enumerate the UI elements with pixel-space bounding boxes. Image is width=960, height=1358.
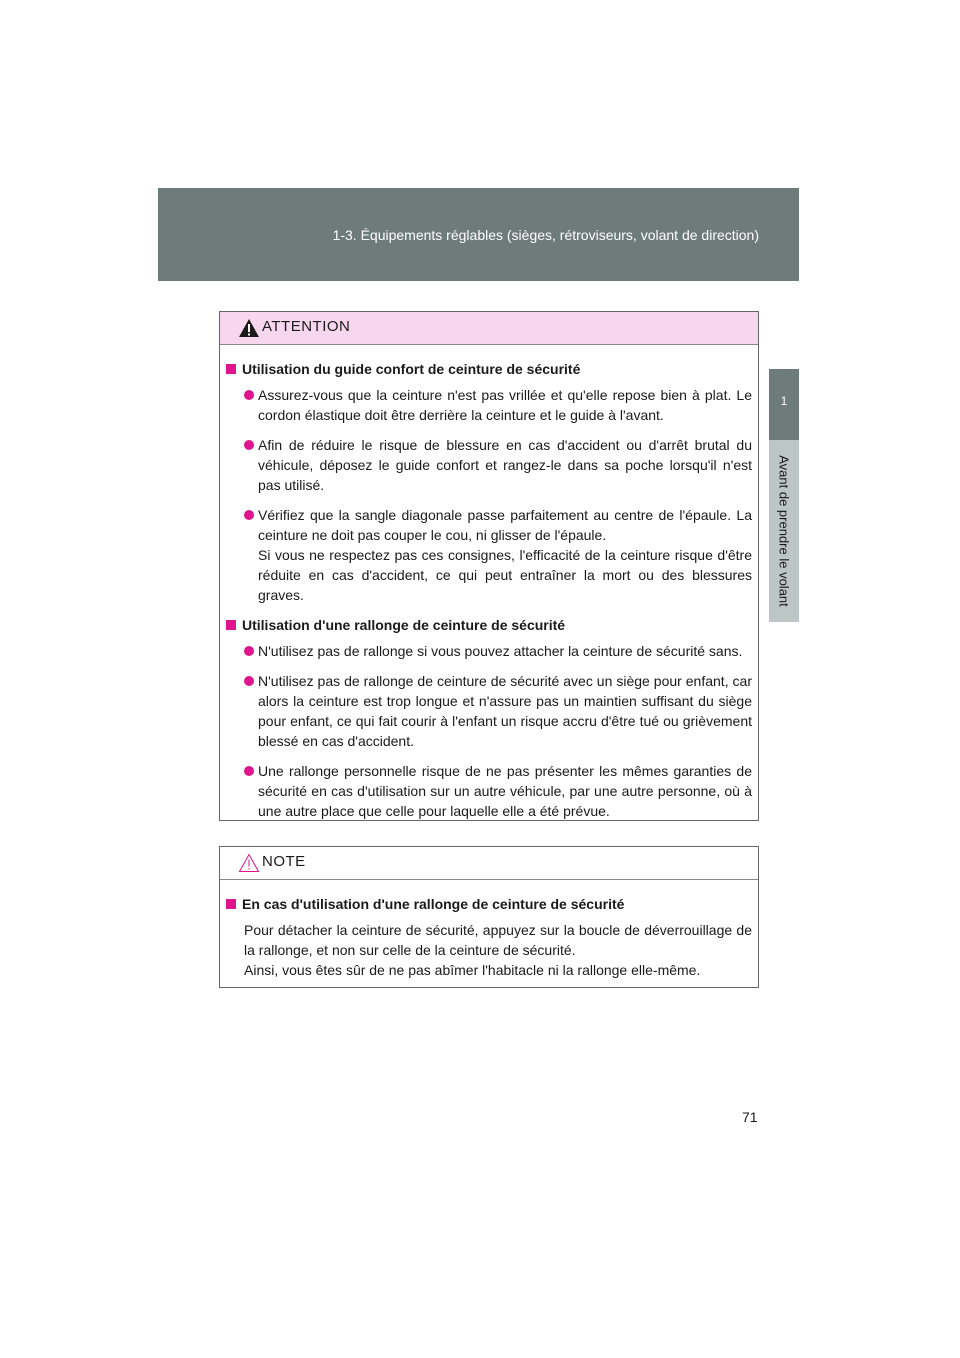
warning-item-text: Vérifiez que la sangle diagonale passe parfaitement au centre de l'épaule. La ceinture ne doit pas couper le cou, ni glisser de l'épaule. xyxy=(258,507,752,543)
chapter-header xyxy=(158,188,799,281)
warning-box xyxy=(219,311,759,821)
square-bullet-icon xyxy=(226,364,236,374)
warning-list-item xyxy=(226,505,752,605)
warning-list-item xyxy=(226,385,752,425)
note-label: NOTE xyxy=(262,853,306,870)
note-paragraphs xyxy=(226,920,752,980)
chapter-title: 1-3. Équipements réglables (sièges, rétroviseurs, volant de direction) xyxy=(332,227,759,243)
note-section-title: En cas d'utilisation d'une rallonge de ceinture de sécurité xyxy=(226,894,752,914)
chapter-tab xyxy=(769,369,799,440)
note-paragraph: Pour détacher la ceinture de sécurité, appuyez sur la boucle de déverrouillage de la rallonge, et non sur celle de la ceinture de sécurité. xyxy=(244,922,752,958)
square-bullet-icon xyxy=(226,620,236,630)
note-body xyxy=(220,880,758,992)
warning-item-text: Assurez-vous que la ceinture n'est pas vrillée et qu'elle repose bien à plat. Le cordon élastique doit être derrière la ceinture et le guide à l'avant. xyxy=(258,387,752,423)
round-bullet-icon xyxy=(244,390,254,400)
chapter-tab-strip xyxy=(769,440,799,622)
warning-body xyxy=(220,345,758,843)
round-bullet-icon xyxy=(244,676,254,686)
caution-icon xyxy=(238,853,260,873)
chapter-tab-number: 1 xyxy=(780,394,788,408)
chapter-tab-label: Avant de prendre le volant xyxy=(776,455,792,607)
warning-item-text: Si vous ne respectez pas ces consignes, l'efficacité de la ceinture risque d'être réduite en cas d'accident, ce qui peut entraîner la mort ou des blessures graves. xyxy=(258,547,752,603)
warning-list-item xyxy=(226,435,752,495)
warning-item-text: N'utilisez pas de rallonge de ceinture de sécurité avec un siège pour enfant, car alors la ceinture est trop longue et n'assure pas un maintien suffisant du siège pour enfant, ce qui fait courir à l'enfant un risque accru d'être tué ou grièvement blessé en cas d'accident. xyxy=(258,673,752,749)
warning-section-title: Utilisation du guide confort de ceinture de sécurité xyxy=(226,359,752,379)
warning-list-item xyxy=(226,641,752,661)
warning-icon xyxy=(238,318,260,338)
warning-item-text: Afin de réduire le risque de blessure en cas d'accident ou d'arrêt brutal du véhicule, déposez le guide confort et rangez-le dans sa poche lorsqu'il n'est pas utilisé. xyxy=(258,437,752,493)
warning-list-item xyxy=(226,761,752,821)
warning-label: ATTENTION xyxy=(262,318,351,335)
round-bullet-icon xyxy=(244,766,254,776)
page-number: 71 xyxy=(742,1109,758,1125)
note-box xyxy=(219,846,759,988)
round-bullet-icon xyxy=(244,440,254,450)
square-bullet-icon xyxy=(226,899,236,909)
note-paragraph: Ainsi, vous êtes sûr de ne pas abîmer l'habitacle ni la rallonge elle-même. xyxy=(244,962,701,978)
warning-item-text: Une rallonge personnelle risque de ne pas présenter les mêmes garanties de sécurité en cas d'utilisation sur un autre véhicule, par une autre personne, où à une autre place que celle pour laquelle elle a été prévue. xyxy=(258,763,752,819)
round-bullet-icon xyxy=(244,510,254,520)
round-bullet-icon xyxy=(244,646,254,656)
warning-item-text: N'utilisez pas de rallonge si vous pouvez attacher la ceinture de sécurité sans. xyxy=(258,643,743,659)
note-header xyxy=(220,847,758,880)
warning-list-item xyxy=(226,671,752,751)
warning-section-title: Utilisation d'une rallonge de ceinture de sécurité xyxy=(226,615,752,635)
warning-header xyxy=(220,312,758,345)
